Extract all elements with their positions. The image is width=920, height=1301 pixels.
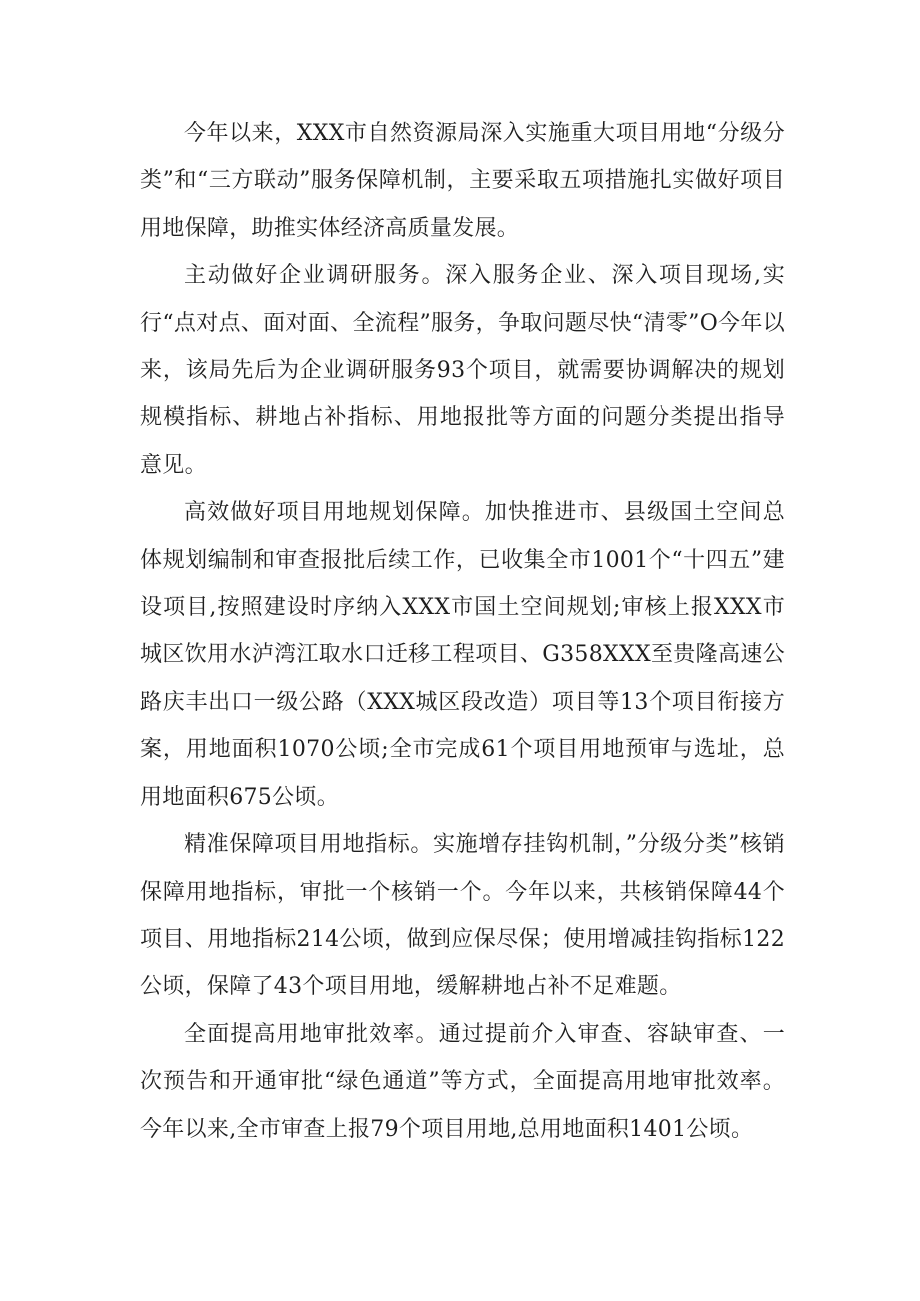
- paragraph-approval-efficiency: 全面提高用地审批效率。通过提前介入审查、容缺审查、一次预告和开通审批“绿色通道”等方式，全面提高用地审批效率。今年以来,全市审查上报79个项目用地,总用地面积1401公顷。: [140, 1021, 785, 1142]
- paragraph-planning-guarantee: 高效做好项目用地规划保障。加快推进市、县级国土空间总体规划编制和审查报批后续工作，已收集全市1001个“十四五”建设项目,按照建设时序纳入XXX市国土空间规划;审核上报XXX市城区饮用水泸湾江取水口迁移工程项目、G358XXX至贵隆高速公路庆丰出口一级公路（XXX城区段改造）项目等13个项目衔接方案，用地面积1070公顷;全市完成61个项目用地预审与选址，总用地面积675公顷。: [140, 500, 785, 810]
- paragraph-enterprise-research: 主动做好企业调研服务。深入服务企业、深入项目现场,实行“点对点、面对面、全流程”服务，争取问题尽快“清零”O今年以来，该局先后为企业调研服务93个项目，就需要协调解决的规划规模指标、耕地占补指标、用地报批等方面的问题分类提出指导意见。: [140, 263, 785, 478]
- document-body: [140, 110, 785, 1153]
- paragraph-land-indicators: 精准保障项目用地指标。实施增存挂钩机制，”分级分类”核销保障用地指标，审批一个核销一个。今年以来，共核销保障44个项目、用地指标214公顷，做到应保尽保；使用增减挂钩指标122公顷，保障了43个项目用地，缓解耕地占补不足难题。: [140, 832, 785, 1000]
- paragraph-intro: 今年以来，XXX市自然资源局深入实施重大项目用地“分级分类”和“三方联动”服务保障机制，主要采取五项措施扎实做好项目用地保障，助推实体经济高质量发展。: [140, 121, 785, 241]
